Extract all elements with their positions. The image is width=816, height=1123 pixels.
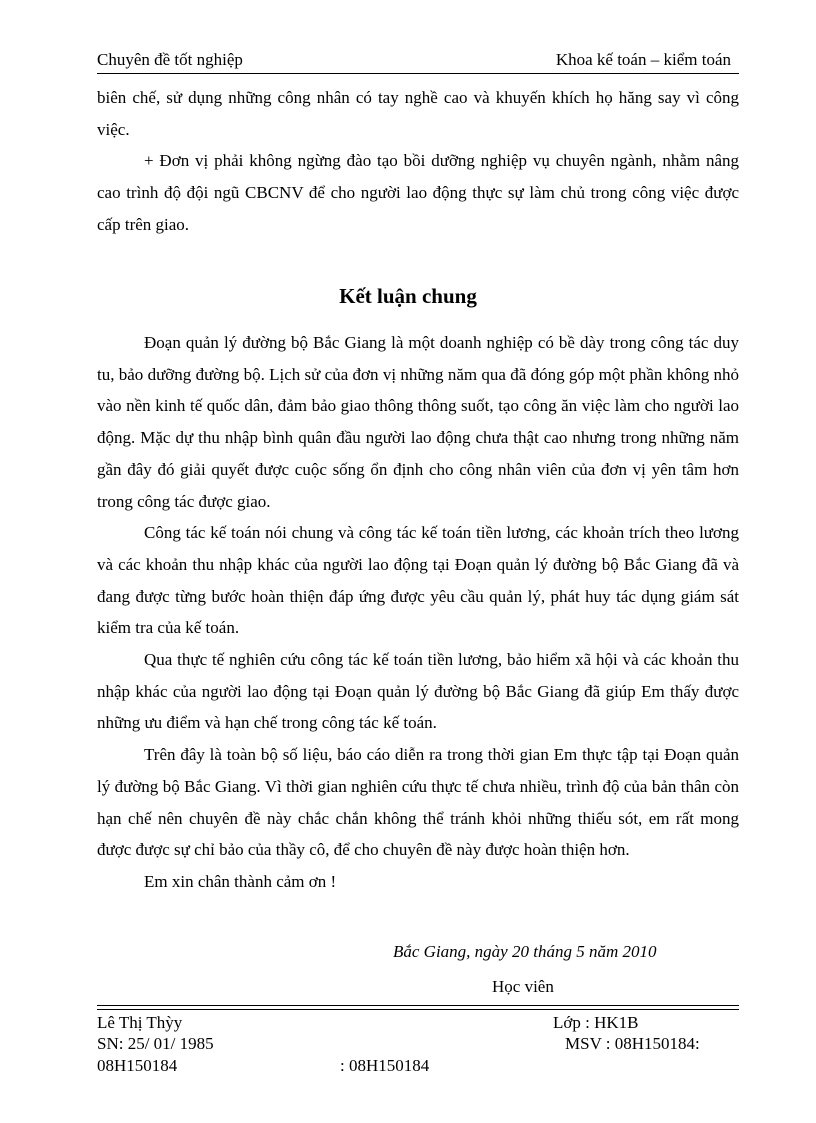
footer-class: Lớp : HK1B — [553, 1013, 639, 1032]
header-right: Khoa kế toán – kiểm toán — [555, 50, 731, 69]
conclusion-text — [97, 327, 739, 898]
footer-code-left: 08H150184 — [97, 1056, 178, 1075]
thanks-line: Em xin chân thành cảm ơn ! — [144, 871, 337, 891]
footer-code-mid: : 08H150184 — [340, 1056, 430, 1075]
footer-student-id: MSV : 08H150184: — [565, 1034, 700, 1053]
footer-divider-thick — [97, 1005, 739, 1006]
footer-divider-thin — [97, 1009, 739, 1010]
footer-birth-date: SN: 25/ 01/ 1985 — [97, 1034, 214, 1053]
header-divider — [97, 73, 739, 74]
conclusion-paragraph-4: Trên đây là toàn bộ số liệu, báo cáo diễn ra trong thời gian Em thực tập tại Đoạn quản lý đường bộ Bắc Giang. Vì thời gian nghiên cứu thực tế chưa nhiều, trình độ của bản thân còn hạn chế nên chuyên đề này chắc chắn không thể tránh khỏi những thiếu sót, em rất mong được được sự chỉ bảo của thầy cô, để cho chuyên đề này được hoàn thiện hơn. — [97, 745, 739, 860]
section-title: Kết luận chung — [339, 284, 477, 308]
conclusion-paragraph-3: Qua thực tế nghiên cứu công tác kế toán tiền lương, bảo hiểm xã hội và các khoản thu nhập khác của người lao động tại Đoạn quản lý đường bộ Bắc Giang đã giúp Em thấy được những ưu điểm và hạn chế trong công tác kế toán. — [97, 650, 739, 733]
page-header — [97, 48, 739, 74]
conclusion-paragraph-2: Công tác kế toán nói chung và công tác kế toán tiền lương, các khoản trích theo lương và các khoản thu nhập khác của người lao động tại Đoạn quản lý đường bộ Bắc Giang đã và đang được từng bước hoàn thiện đáp ứng được yêu cầu quản lý, phát huy tác dụng giám sát kiểm tra của kế toán. — [97, 523, 739, 638]
intro-paragraph-1: biên chế, sử dụng những công nhân có tay nghề cao và khuyến khích họ hăng say vì công việc. — [97, 88, 739, 139]
header-left: Chuyên đề tốt nghiệp — [97, 50, 243, 69]
conclusion-paragraph-1: Đoạn quản lý đường bộ Bắc Giang là một doanh nghiệp có bề dày trong công tác duy tu, bảo dưỡng đường bộ. Lịch sử của đơn vị những năm qua đã đóng góp một phần không nhỏ vào nền kinh tế quốc dân, đảm bảo giao thông thông suốt, tạo công ăn việc làm cho người lao động. Mặc dự thu nhập bình quân đầu người lao động chưa thật cao nhưng trong những năm gần đây đó giải quyết được cuộc sống ổn định cho công nhân viên của đơn vị yên tâm hơn trong công tác được giao. — [97, 333, 739, 511]
intro-paragraph-2: + Đơn vị phải không ngừng đào tạo bồi dưỡng nghiệp vụ chuyên ngành, nhằm nâng cao trình độ đội ngũ CBCNV để cho người lao động thực sự làm chủ trong công việc được cấp trên giao. — [97, 151, 739, 234]
intro-text — [97, 82, 739, 241]
footer-student-name: Lê Thị Thỳy — [97, 1013, 183, 1032]
signature-place-date: Bắc Giang, ngày 20 tháng 5 năm 2010 — [393, 942, 657, 961]
signature-role: Học viên — [492, 977, 554, 996]
